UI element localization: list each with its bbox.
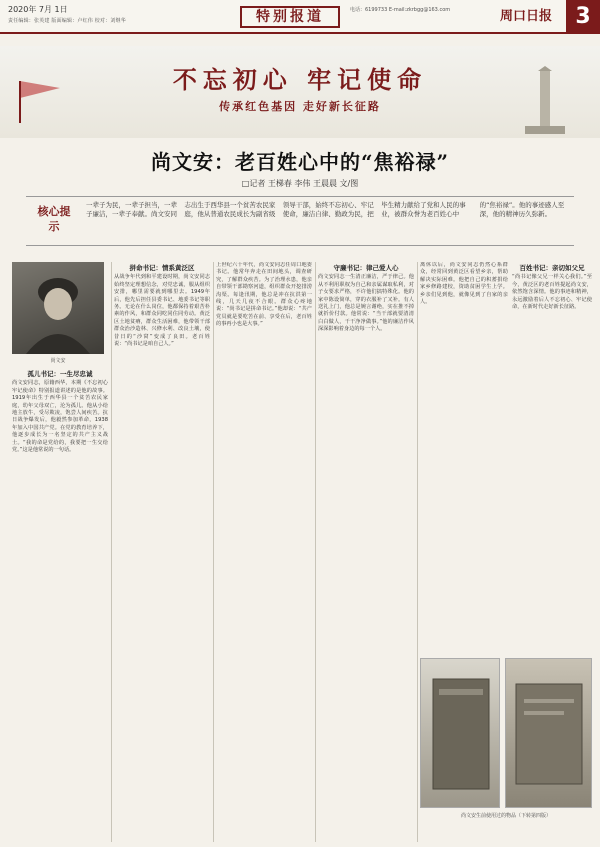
article-column-1 bbox=[12, 368, 108, 842]
issue-date: 2020年 7月 1日 bbox=[8, 5, 68, 14]
column-divider bbox=[417, 262, 418, 842]
decorative-monument-icon bbox=[500, 66, 590, 136]
contact-info: 电话：6199733 E-mail:zkrbgg@163.com bbox=[350, 7, 451, 13]
notebook-icon bbox=[506, 659, 593, 809]
article-column-2 bbox=[114, 262, 210, 842]
subheading-2: 拼命书记：情系黄泛区 bbox=[129, 264, 195, 272]
column-6-text: “尚书记像父兄一样关心我们。”至今，黄泛区的老百姓提起尚文安，依然饱含深情。他的事迹和精神，永远激励着后人不忘初心、牢记使命，在新时代走好新长征路。 bbox=[512, 274, 592, 311]
editor-credits: 责任编辑：张英建 版面编辑：卢红伟 校对：刘继华 bbox=[8, 18, 126, 24]
portrait-caption: 尚文安 bbox=[50, 358, 66, 364]
article-column-4 bbox=[318, 262, 414, 842]
column-divider bbox=[315, 262, 316, 842]
subheading-3: 守廉书记：律己爱人心 bbox=[333, 264, 399, 272]
theme-banner bbox=[0, 46, 600, 138]
column-4-text: 尚文安同志一生清正廉洁，严于律己。他从不利用职权为自己和亲属谋取私利，对子女要求严格，不许他们搞特殊化。他的家中陈设简单，穿的衣服补了又补。有人送礼上门，他总是婉言谢绝，实在推不掉就折价付款。他常说：“当干部就要清清白白做人，干干净净做事。”他的廉洁作风深深影响着身边的每一个人。 bbox=[318, 274, 414, 333]
newspaper-logo: 周口日报 bbox=[500, 9, 553, 24]
core-tips-text: 一辈子为民，一辈子担当，一辈子廉洁，一辈子奉献。尚文安同志出生于西华县一个贫苦农民家庭，他从普通农民成长为副省级领导干部，始终不忘初心、牢记使命，廉洁自律、勤政为民，把毕生精力献给了党和人民的事业，被群众誉为老百姓心中的“焦裕禄”。他的事迹感人至深，他的精神历久弥新。 bbox=[86, 201, 565, 218]
core-tips-label: 核心提示 bbox=[37, 205, 71, 233]
portrait-figure-icon bbox=[12, 262, 104, 354]
section-title: 特别报道 bbox=[240, 6, 340, 28]
banner-subtitle: 传承红色基因 走好新长征路 bbox=[219, 100, 381, 113]
page-number: 3 bbox=[566, 0, 600, 34]
article-column-6 bbox=[512, 262, 592, 650]
article-byline: □记者 王梯春 李伟 王晨晨 文/图 bbox=[241, 179, 359, 188]
column-divider bbox=[213, 262, 214, 842]
column-3-text: 上世纪六十年代，尚文安同志任周口地委书记。他常年奔走在田间地头，调查研究，了解群众疾苦。为了治理水患，他亲自带领干部勘察河道，组织群众开挖排涝沟渠。每逢汛期，他总是冲在抗洪第一线，几天几夜不合眼。群众心疼地说：“尚书记是拼命书记。”他却说：“共产党员就是要吃苦在前、享受在后，老百姓的事再小也是大事。” bbox=[216, 262, 312, 328]
book-icon bbox=[421, 659, 501, 809]
photo-caption: 尚文安生前使用过的物品（下转第四版） bbox=[460, 813, 551, 819]
column-1-text: 尚文安同志，原籍西华，本期《不忘初心 牢记使命》特别报道讲述的是他的故事。1919年出生于西华县一个贫苦农民家庭，幼年父母双亡，沦为孤儿。他从小给地主放牛，受尽欺凌，饱尝人间疾苦。抗日战争爆发后，他毅然参加革命，1938年加入中国共产党。在党的教育培养下，他逐步成长为一名坚定的共产主义战士。“我的命是党给的，我要把一生交给党。”这是他常说的一句话。 bbox=[12, 380, 108, 454]
portrait-photo bbox=[12, 262, 104, 354]
column-divider bbox=[111, 262, 112, 842]
subheading-4: 百姓书记：亲切如父兄 bbox=[519, 264, 585, 272]
article-column-5 bbox=[420, 262, 508, 650]
subheading-1: 孤儿书记：一生尽忠诚 bbox=[27, 370, 93, 378]
article-column-3 bbox=[216, 262, 312, 842]
column-2-text: 从战争年代到和平建设时期，尚文安同志始终坚定理想信念，对党忠诚，服从组织安排，哪里需要就到哪里去。1949年后，他先后担任县委书记、地委书记等职务。无论在什么岗位，他都保持着艰苦朴素的作风，和群众同吃同住同劳动。黄泛区土地贫瘠，群众生活困难，他带领干部群众治沙造林、兴修水利、改良土壤，使昔日的“沙窝”变成了良田。老百姓说：“尚书记是咱自己人。” bbox=[114, 274, 210, 348]
artifact-photo-right bbox=[505, 658, 592, 808]
artifact-photo-left bbox=[420, 658, 500, 808]
banner-title: 不忘初心 牢记使命 bbox=[172, 65, 428, 94]
decorative-flag-icon bbox=[15, 76, 75, 126]
article-headline: 尚文安：老百姓心中的“焦裕禄” bbox=[150, 150, 449, 174]
column-5-text: 离休以后，尚文安同志仍然心系群众，经常回到黄泛区看望乡亲，帮助解决实际困难。他把自己的积蓄捐给家乡修路建校，资助贫困学生上学。乡亲们见到他，就像见到了自家的亲人。 bbox=[420, 262, 508, 306]
masthead bbox=[0, 0, 600, 34]
